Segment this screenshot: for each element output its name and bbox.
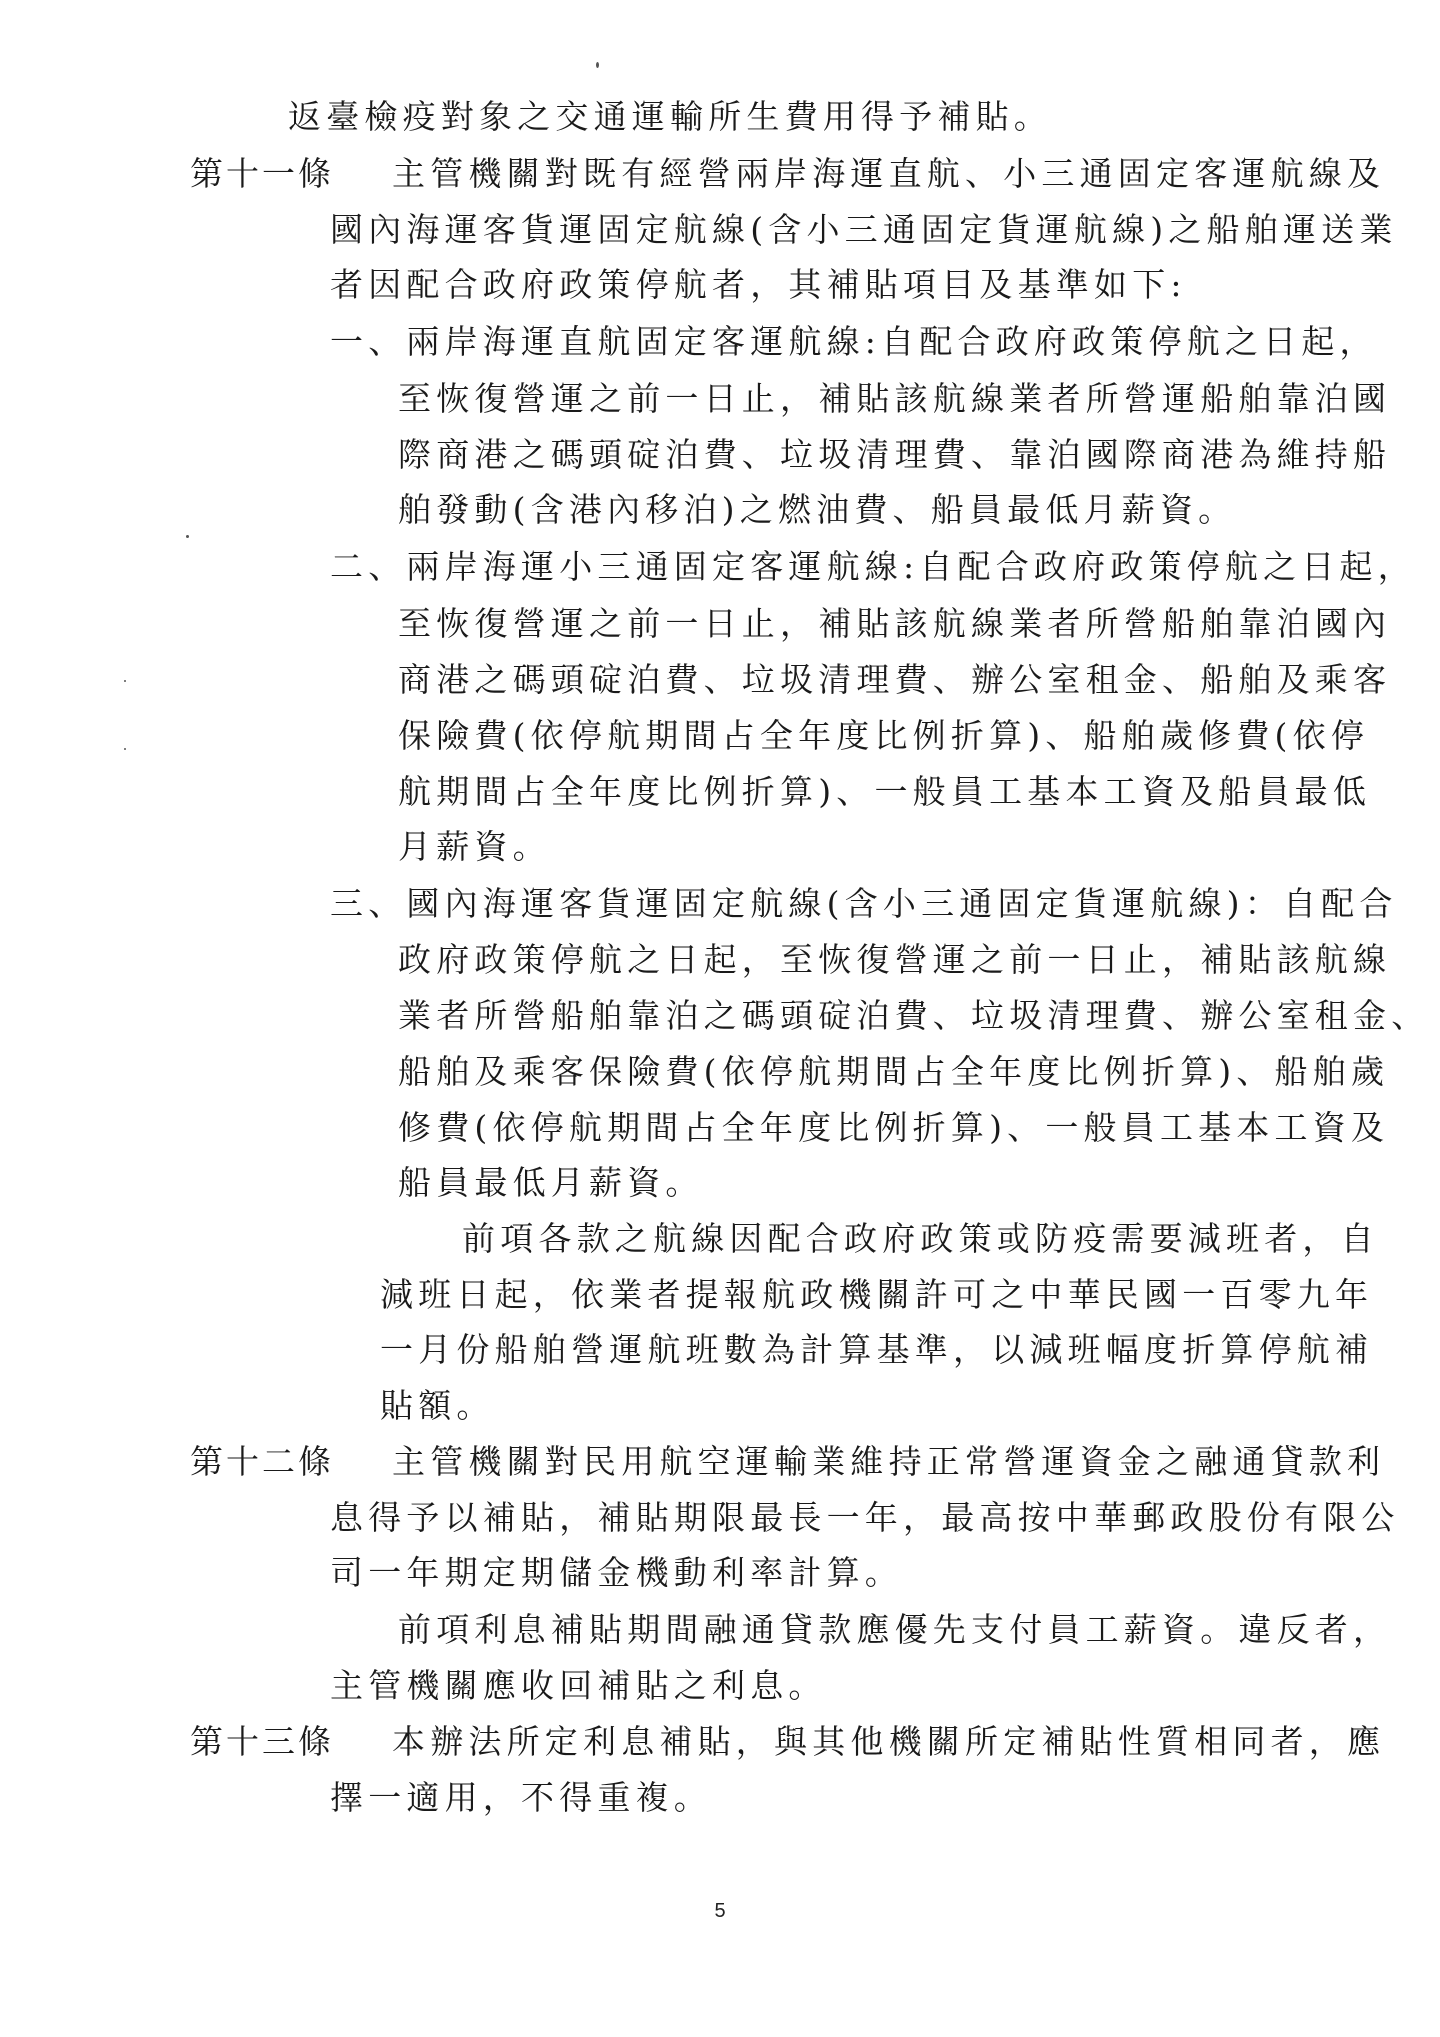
article-13-line: 本辦法所定利息補貼，與其他機關所定補貼性質相同者，應 [392, 1722, 1386, 1761]
article-11-item-3-line: 業者所營船舶靠泊之碼頭碇泊費、垃圾清理費、辦公室租金、 [398, 996, 1430, 1035]
article-12-paragraph-2-line: 主管機關應收回補貼之利息。 [330, 1666, 827, 1705]
article-11-item-1-line: 舶發動(含港內移泊)之燃油費、船員最低月薪資。 [398, 490, 1237, 529]
article-12-line: 主管機關對民用航空運輸業維持正常營運資金之融通貸款利 [392, 1442, 1386, 1481]
article-11-paragraph-2-line: 貼額。 [380, 1386, 495, 1425]
article-11-item-1-line: 一、兩岸海運直航固定客運航線:自配合政府政策停航之日起， [330, 322, 1378, 361]
article-11-paragraph-2-line: 減班日起，依業者提報航政機關許可之中華民國一百零九年 [380, 1275, 1374, 1314]
article-11-item-3-line: 三、國內海運客貨運固定航線(含小三通固定貨運航線)：自配合 [330, 884, 1398, 923]
article-11-label: 第十一條 [190, 154, 334, 193]
article-11-item-3-line: 修費(依停航期間占全年度比例折算)、一般員工基本工資及 [398, 1108, 1390, 1147]
scan-speck [596, 62, 599, 68]
article-11-item-2-line: 商港之碼頭碇泊費、垃圾清理費、辦公室租金、船舶及乘客 [398, 660, 1392, 699]
continuation-line: 返臺檢疫對象之交通運輸所生費用得予補貼。 [288, 97, 1052, 136]
article-13-line: 擇一適用，不得重複。 [330, 1778, 712, 1817]
article-12-line: 息得予以補貼，補貼期限最長一年，最高按中華郵政股份有限公 [330, 1498, 1400, 1537]
article-12-paragraph-2-line: 前項利息補貼期間融通貸款應優先支付員工薪資。違反者， [398, 1610, 1392, 1649]
article-12-line: 司一年期定期儲金機動利率計算。 [330, 1553, 903, 1592]
article-11-item-2-line: 航期間占全年度比例折算)、一般員工基本工資及船員最低 [398, 772, 1372, 811]
scan-speck [186, 535, 189, 538]
article-12-label: 第十二條 [190, 1442, 334, 1481]
scan-speck [124, 748, 126, 750]
article-11-item-1-line: 至恢復營運之前一日止，補貼該航線業者所營運船舶靠泊國 [398, 379, 1392, 418]
article-11-paragraph-2-line: 一月份船舶營運航班數為計算基準，以減班幅度折算停航補 [380, 1330, 1374, 1369]
article-11-item-2-line: 至恢復營運之前一日止，補貼該航線業者所營船舶靠泊國內 [398, 604, 1392, 643]
article-13-label: 第十三條 [190, 1722, 334, 1761]
article-11-item-2-line: 月薪資。 [398, 827, 551, 866]
article-11-item-3-line: 政府政策停航之日起，至恢復營運之前一日止，補貼該航線 [398, 940, 1392, 979]
article-11-paragraph-2-line: 前項各款之航線因配合政府政策或防疫需要減班者，自 [462, 1219, 1379, 1258]
article-11-item-2-line: 二、兩岸海運小三通固定客運航線:自配合政府政策停航之日起， [330, 547, 1416, 586]
article-11-intro-line: 者因配合政府政策停航者，其補貼項目及基準如下: [330, 265, 1187, 304]
article-11-intro-line: 主管機關對既有經營兩岸海運直航、小三通固定客運航線及 [392, 154, 1386, 193]
article-11-item-3-line: 船舶及乘客保險費(依停航期間占全年度比例折算)、船舶歲 [398, 1052, 1390, 1091]
article-11-intro-line: 國內海運客貨運固定航線(含小三通固定貨運航線)之船舶運送業 [330, 210, 1398, 249]
article-11-item-1-line: 際商港之碼頭碇泊費、垃圾清理費、靠泊國際商港為維持船 [398, 435, 1392, 474]
article-11-item-3-line: 船員最低月薪資。 [398, 1163, 704, 1202]
page-number: 5 [714, 1900, 726, 1922]
scan-speck [124, 680, 126, 682]
article-11-item-2-line: 保險費(依停航期間占全年度比例折算)、船舶歲修費(依停 [398, 716, 1370, 755]
